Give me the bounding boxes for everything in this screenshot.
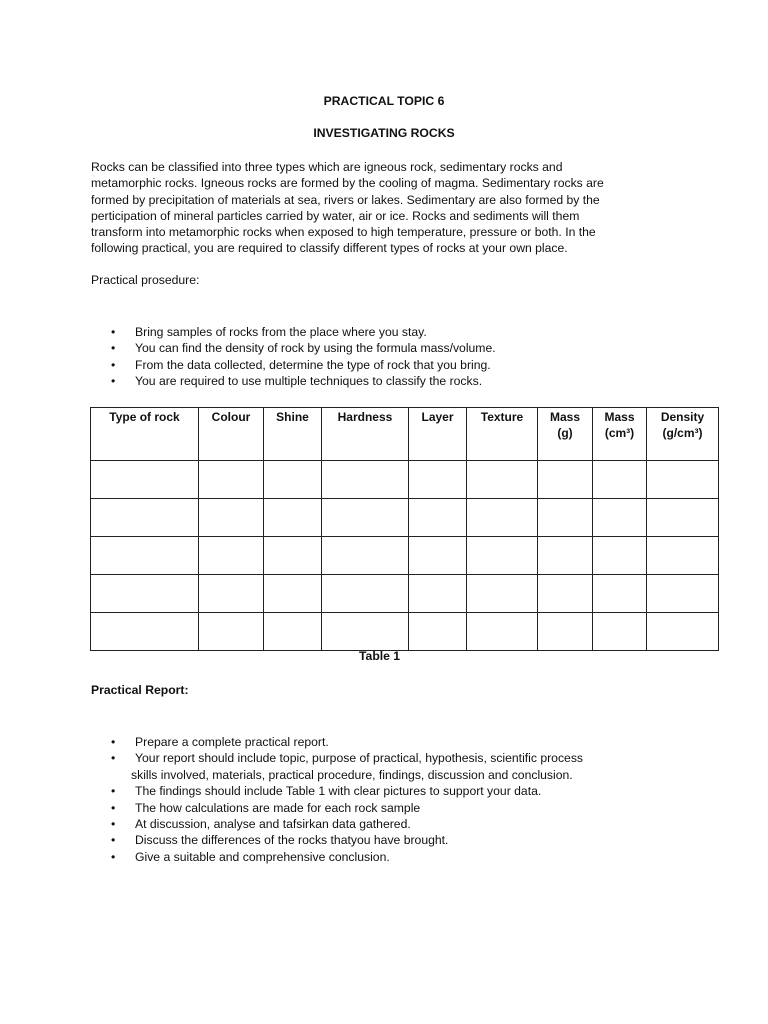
table-row: [91, 537, 719, 575]
table-cell: [467, 537, 538, 575]
table-cell: [647, 575, 719, 613]
procedure-list: [111, 324, 496, 390]
table-cell: [538, 537, 593, 575]
list-item: • Give a suitable and comprehensive conclusion.: [111, 849, 390, 864]
header-mass-cm3: Mass (cm³): [593, 408, 647, 461]
table-cell: [91, 499, 199, 537]
table-cell: [322, 499, 409, 537]
table-row: [91, 613, 719, 651]
table-cell: [91, 461, 199, 499]
table-cell: [593, 575, 647, 613]
bullet-icon: •: [111, 341, 116, 356]
table-cell: [264, 575, 322, 613]
table-cell: [538, 461, 593, 499]
table-body: [91, 461, 719, 651]
table-cell: [409, 613, 467, 651]
report-list: [111, 734, 583, 865]
table-cell: [593, 537, 647, 575]
header-colour: Colour: [199, 408, 264, 461]
table-cell: [264, 613, 322, 651]
list-item: • The how calculations are made for each rock sample: [111, 800, 421, 815]
list-item: • From the data collected, determine the type of rock that you bring.: [111, 357, 491, 372]
table-cell: [467, 461, 538, 499]
intro-line: Rocks can be classified into three types which are igneous rock, sedimentary rocks and: [91, 160, 563, 174]
bullet-icon: •: [111, 735, 116, 749]
header-layer: Layer: [409, 408, 467, 461]
list-item: • Discuss the differences of the rocks thatyou have brought.: [111, 833, 449, 848]
table-cell: [322, 537, 409, 575]
table-cell: [322, 461, 409, 499]
list-item: • You can find the density of rock by using the formula mass/volume.: [111, 341, 496, 356]
header-shine: Shine: [264, 408, 322, 461]
table-cell: [264, 537, 322, 575]
table-cell: [199, 575, 264, 613]
document-subtitle: INVESTIGATING ROCKS: [313, 126, 455, 140]
intro-line: transform into metamorphic rocks when exposed to high temperature, pressure or both. In the: [91, 225, 596, 240]
intro-line: perticipation of mineral particles carried by water, air or ice. Rocks and sediments will them: [91, 208, 580, 223]
table-cell: [409, 499, 467, 537]
table-row: [91, 575, 719, 613]
table-cell: [593, 613, 647, 651]
bullet-icon: •: [111, 800, 116, 815]
table-cell: [91, 575, 199, 613]
table-cell: [647, 499, 719, 537]
header-texture: Texture: [467, 408, 538, 461]
table-cell: [593, 461, 647, 499]
table-cell: [467, 499, 538, 537]
list-item: • Prepare a complete practical report.: [111, 735, 329, 749]
table-cell: [593, 499, 647, 537]
list-item: • The findings should include Table 1 with clear pictures to support your data.: [111, 784, 542, 799]
table-cell: [322, 575, 409, 613]
table-cell: [467, 575, 538, 613]
list-item: • At discussion, analyse and tafsirkan data gathered.: [111, 817, 411, 832]
table-cell: [199, 613, 264, 651]
intro-line: formed by precipitation of materials at sea, rivers or lakes. Sedimentary are also formed by the: [91, 192, 600, 207]
bullet-icon: •: [111, 374, 116, 389]
rock-classification-table: [90, 407, 719, 651]
table-row: [91, 499, 719, 537]
table-cell: [264, 499, 322, 537]
table-cell: [409, 461, 467, 499]
table-cell: [409, 575, 467, 613]
header-mass-g: Mass (g): [538, 408, 593, 461]
table-cell: [199, 537, 264, 575]
bullet-icon: •: [111, 751, 116, 766]
bullet-icon: •: [111, 325, 116, 339]
table-row: [91, 461, 719, 499]
bullet-icon: •: [111, 817, 116, 832]
table-cell: [91, 537, 199, 575]
table-cell: [409, 537, 467, 575]
bullet-icon: •: [111, 357, 116, 372]
intro-paragraph: [91, 159, 681, 257]
bullet-icon: •: [111, 849, 116, 864]
table-cell: [199, 499, 264, 537]
table-cell: [467, 613, 538, 651]
table-cell: [647, 537, 719, 575]
list-item: • Your report should include topic, purpose of practical, hypothesis, scientific process skills involved, materials, practical procedure, findings, discussion and conclusion.: [111, 751, 584, 782]
table-cell: [647, 461, 719, 499]
bullet-icon: •: [111, 833, 116, 848]
table-cell: [264, 461, 322, 499]
header-type-of-rock: Type of rock: [91, 408, 199, 461]
intro-line: metamorphic rocks. Igneous rocks are formed by the cooling of magma. Sedimentary rocks are: [91, 176, 604, 191]
list-item: • You are required to use multiple techniques to classify the rocks.: [111, 374, 483, 389]
procedure-label: Practical prosedure:: [91, 273, 200, 287]
table-cell: [322, 613, 409, 651]
list-item: • Bring samples of rocks from the place where you stay.: [111, 325, 427, 339]
table-cell: [199, 461, 264, 499]
table-header-row: [91, 408, 719, 461]
intro-line: following practical, you are required to classify different types of rocks at your own place.: [91, 241, 568, 256]
table-caption: Table 1: [359, 649, 401, 663]
bullet-icon: •: [111, 784, 116, 799]
header-hardness: Hardness: [322, 408, 409, 461]
table-cell: [91, 613, 199, 651]
table-cell: [538, 613, 593, 651]
report-label: Practical Report:: [91, 683, 189, 697]
table-cell: [647, 613, 719, 651]
header-density: Density (g/cm³): [647, 408, 719, 461]
document-title: PRACTICAL TOPIC 6: [323, 94, 445, 108]
table-cell: [538, 499, 593, 537]
table-cell: [538, 575, 593, 613]
